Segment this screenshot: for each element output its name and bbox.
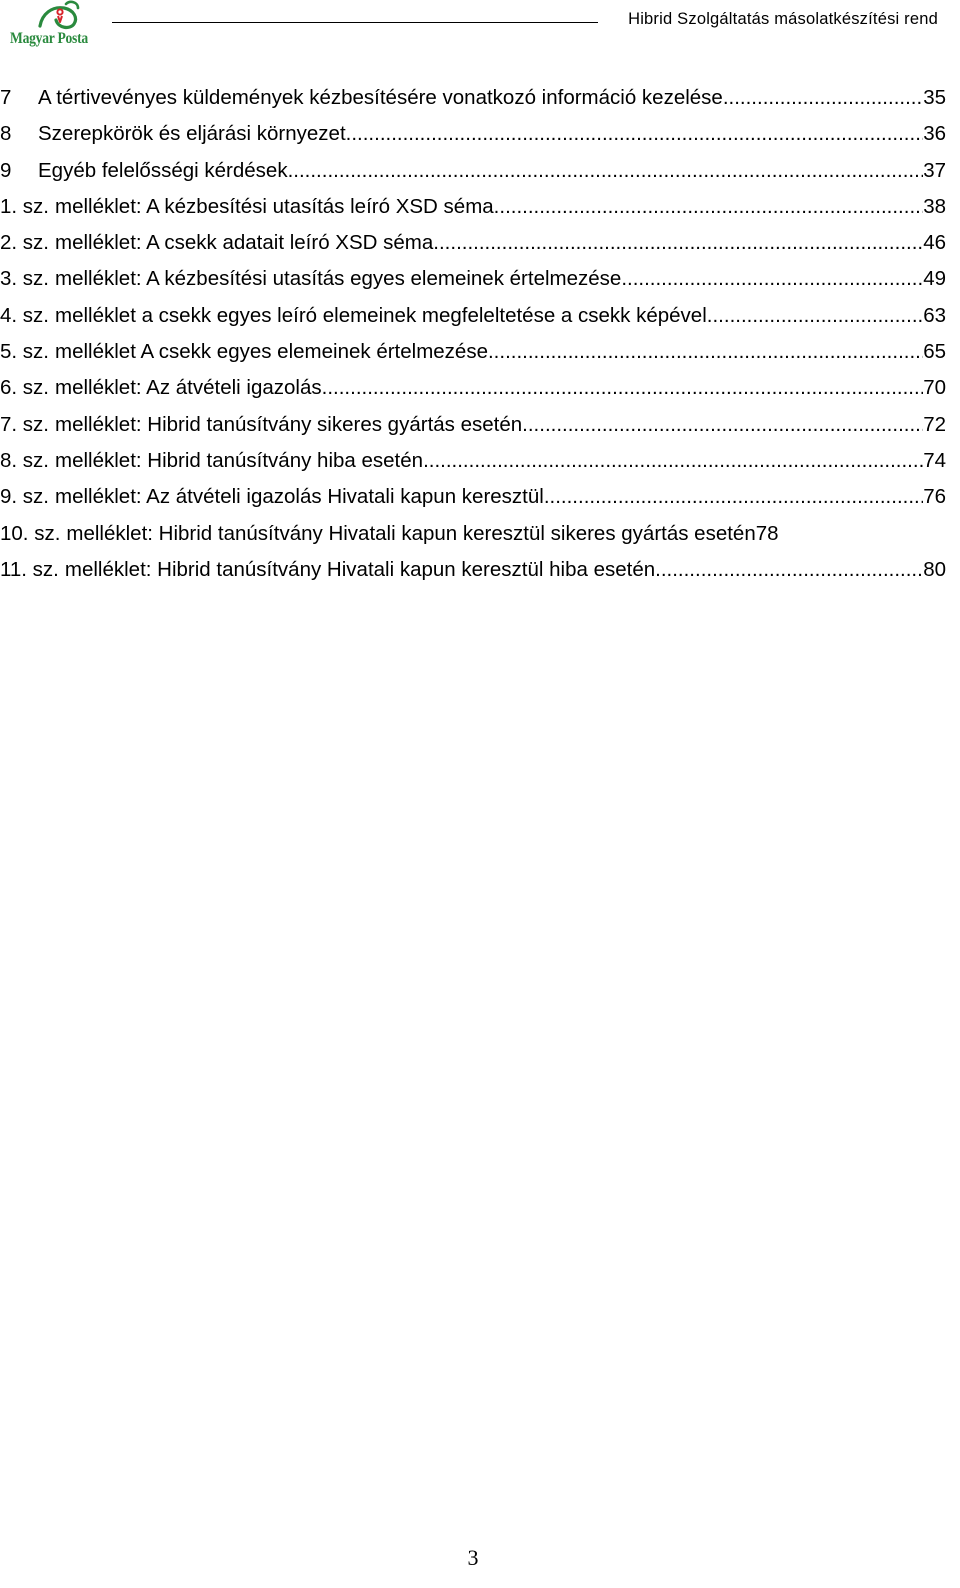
toc-entry-title: melléklet: A kézbesítési utasítás leíró XSD séma (55, 194, 494, 218)
toc-entry-page: 70 (923, 376, 946, 400)
toc-entry-title: melléklet: A csekk adatait leíró XSD séma (55, 231, 434, 255)
toc-entry-number: 3. sz. (0, 267, 49, 291)
toc-entry-title: melléklet a csekk egyes leíró elemeinek megfeleltetése a csekk képével (55, 303, 707, 327)
toc-entry-leader-dots (433, 231, 923, 255)
toc-entry[interactable] (0, 485, 946, 521)
toc-entry-number: 6. sz. (0, 376, 49, 400)
toc-entry-page: 37 (923, 158, 946, 182)
toc-entry-number: 11. sz. (0, 557, 59, 581)
toc-entry-leader-dots (346, 122, 924, 146)
toc-entry-number: 2. sz. (0, 231, 49, 255)
toc-entry-page: 49 (923, 267, 946, 291)
toc-entry-page: 80 (923, 557, 946, 581)
toc-entry-title: Szerepkörök és eljárási környezet (38, 122, 346, 146)
toc-entry[interactable] (0, 159, 946, 195)
toc-entry-leader-dots (423, 449, 923, 473)
toc-entry-page: 76 (923, 485, 946, 509)
toc-entry-title: A tértivevényes küldemények kézbesítésére vonatkozó információ kezelése (38, 86, 723, 109)
toc-entry-title: melléklet A csekk egyes elemeinek értelmezése (55, 340, 488, 364)
logo-text: Magyar Posta (10, 30, 88, 47)
toc-entry-page: 72 (923, 412, 946, 436)
toc-entry-page: 74 (923, 448, 946, 472)
toc-entry[interactable] (0, 304, 946, 340)
toc-entry[interactable] (0, 195, 946, 231)
toc-entry-leader-dots (544, 485, 923, 509)
toc-entry[interactable] (0, 231, 946, 267)
toc-entry-title: melléklet: Hibrid tanúsítvány sikeres gyártás esetén (55, 412, 523, 436)
toc-entry-number: 8. sz. (0, 448, 49, 472)
toc-entry[interactable] (0, 522, 946, 558)
toc-entry[interactable] (0, 86, 946, 122)
toc-entry-page: 46 (923, 231, 946, 255)
page-header (0, 0, 960, 60)
toc-entry-title: melléklet: Hibrid tanúsítvány hiba esetén (55, 448, 424, 472)
toc-entry-number: 9 (0, 158, 12, 182)
toc-entry-leader-dots (322, 376, 924, 400)
toc-entry-number: 10. sz. (0, 521, 61, 545)
toc-entry[interactable] (0, 413, 946, 449)
toc-entry-page: 65 (923, 340, 946, 364)
magyar-posta-logo (10, 0, 100, 56)
toc-entry-number: 5. sz. (0, 340, 49, 364)
toc-entry-page: 63 (923, 303, 946, 327)
toc-entry-leader-dots (723, 86, 923, 110)
toc-entry-leader-dots (655, 558, 923, 582)
toc-entry-number: 8 (0, 122, 12, 146)
toc-entry-title: melléklet: Az átvételi igazolás Hivatali kapun keresztül (55, 485, 544, 509)
toc-entry[interactable] (0, 376, 946, 412)
toc-entry-leader-dots (494, 195, 924, 219)
toc-entry[interactable] (0, 558, 946, 594)
document-title: Hibrid Szolgáltatás másolatkészítési rend (628, 10, 938, 28)
toc-entry-page: 38 (923, 194, 946, 218)
toc-entry-title: melléklet: Hibrid tanúsítvány Hivatali kapun keresztül hiba esetén (64, 557, 656, 581)
toc-entry-number: 1. sz. (0, 194, 49, 218)
posthorn-logo-icon (36, 0, 82, 32)
toc-entry-number: 7. sz. (0, 412, 49, 436)
toc-entry-page: 35 (923, 86, 946, 109)
toc-entry[interactable] (0, 449, 946, 485)
toc-entry-leader-dots (488, 340, 923, 364)
toc-entry-leader-dots (522, 413, 923, 437)
toc-entry-title: Egyéb felelősségi kérdések (38, 158, 288, 182)
toc-entry[interactable] (0, 340, 946, 376)
toc-entry-number: 7 (0, 86, 12, 109)
toc-entry-title: melléklet: A kézbesítési utasítás egyes elemeinek értelmezése (55, 267, 622, 291)
table-of-contents (0, 86, 946, 594)
page-number: 3 (467, 1545, 479, 1570)
toc-entry[interactable] (0, 122, 946, 158)
toc-entry-page: 78 (755, 521, 779, 545)
toc-entry[interactable] (0, 267, 946, 303)
toc-entry-number: 9. sz. (0, 485, 49, 509)
toc-entry-number: 4. sz. (0, 303, 49, 327)
toc-entry-title: melléklet: Az átvételi igazolás (55, 376, 322, 400)
toc-entry-page: 36 (923, 122, 946, 146)
toc-entry-title: melléklet: Hibrid tanúsítvány Hivatali kapun keresztül sikeres gyártás esetén (66, 521, 756, 545)
header-rule (112, 22, 598, 23)
toc-entry-leader-dots (288, 159, 924, 183)
toc-entry-leader-dots (621, 267, 923, 291)
toc-entry-leader-dots (707, 304, 923, 328)
